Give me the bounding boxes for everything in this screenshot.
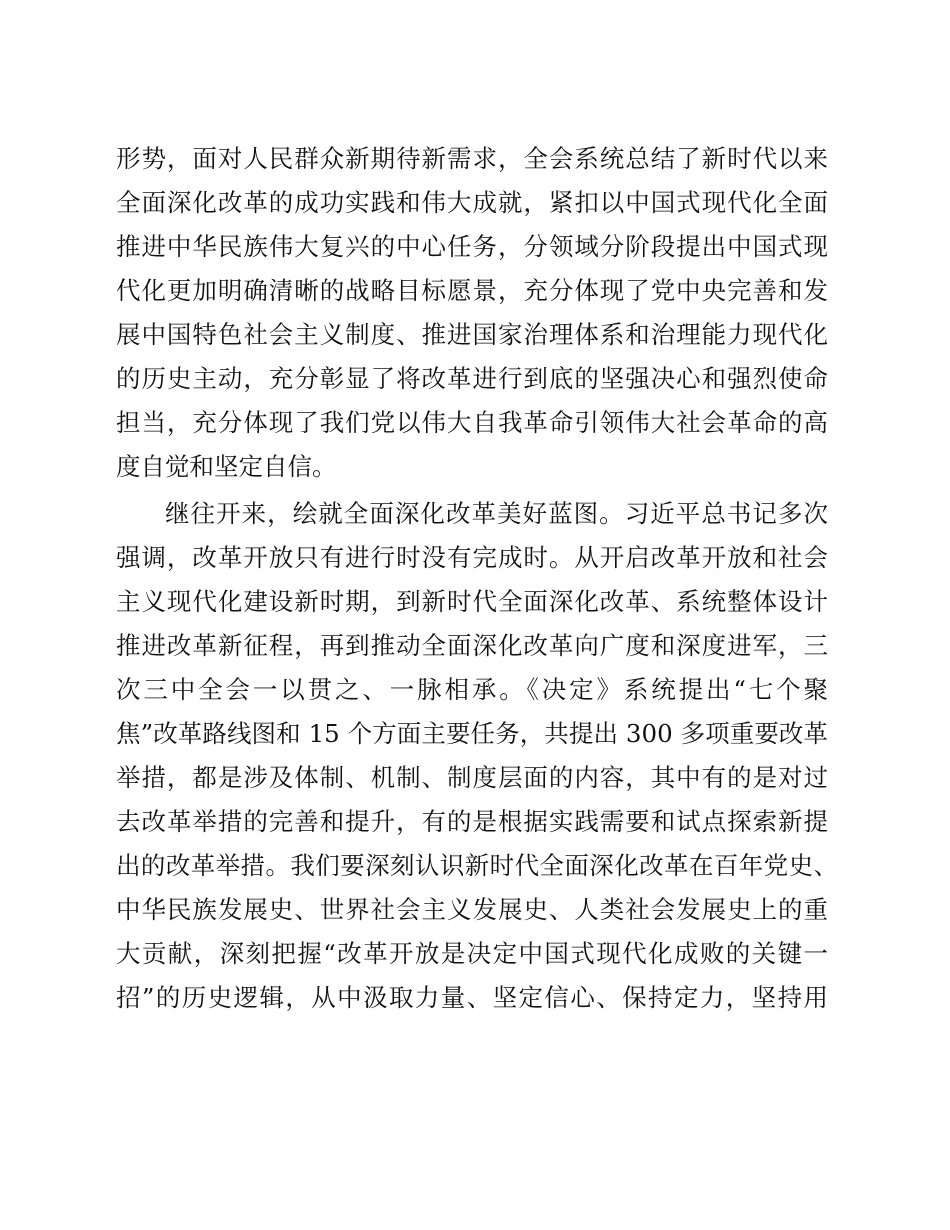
text-line: 去改革举措的完善和提升，有的是根据实践需要和试点探索新提	[116, 807, 828, 836]
text-line: 度自觉和坚定自信。	[116, 452, 337, 481]
text-line: 代化更加明确清晰的战略目标愿景，充分体现了党中央完善和发	[116, 276, 828, 305]
text-line: 展中国特色社会主义制度、推进国家治理体系和治理能力现代化	[116, 320, 828, 349]
text-line: 形势，面对人民群众新期待新需求，全会系统总结了新时代以来	[116, 144, 828, 173]
text-line: 全面深化改革的成功实践和伟大成就，紧扣以中国式现代化全面	[116, 188, 828, 217]
text-line: 推进中华民族伟大复兴的中心任务，分领域分阶段提出中国式现	[116, 232, 828, 261]
text-line: 招”的历史逻辑，从中汲取力量、坚定信心、保持定力，坚持用	[116, 983, 828, 1012]
text-line: 推进改革新征程，再到推动全面深化改革向广度和深度进军，三	[116, 631, 828, 660]
text-line: 强调，改革开放只有进行时没有完成时。从开启改革开放和社会	[116, 543, 828, 572]
text-line: 举措，都是涉及体制、机制、制度层面的内容，其中有的是对过	[116, 763, 828, 792]
text-line: 次三中全会一以贯之、一脉相承。《决定》系统提出“七个聚	[116, 675, 828, 704]
text-line: 大贡献，深刻把握“改革开放是决定中国式现代化成败的关键一	[116, 939, 828, 968]
text-line: 的历史主动，充分彰显了将改革进行到底的坚强决心和强烈使命	[116, 364, 828, 393]
text-line: 继往开来，绘就全面深化改革美好蓝图。习近平总书记多次	[165, 499, 828, 528]
text-line: 主义现代化建设新时期，到新时代全面深化改革、系统整体设计	[116, 587, 828, 616]
text-line: 出的改革举措。我们要深刻认识新时代全面深化改革在百年党史、	[116, 851, 838, 880]
text-line: 担当，充分体现了我们党以伟大自我革命引领伟大社会革命的高	[116, 408, 828, 437]
text-line: 中华民族发展史、世界社会主义发展史、人类社会发展史上的重	[116, 895, 828, 924]
text-line: 焦”改革路线图和 15 个方面主要任务，共提出 300 多项重要改革	[116, 719, 828, 748]
